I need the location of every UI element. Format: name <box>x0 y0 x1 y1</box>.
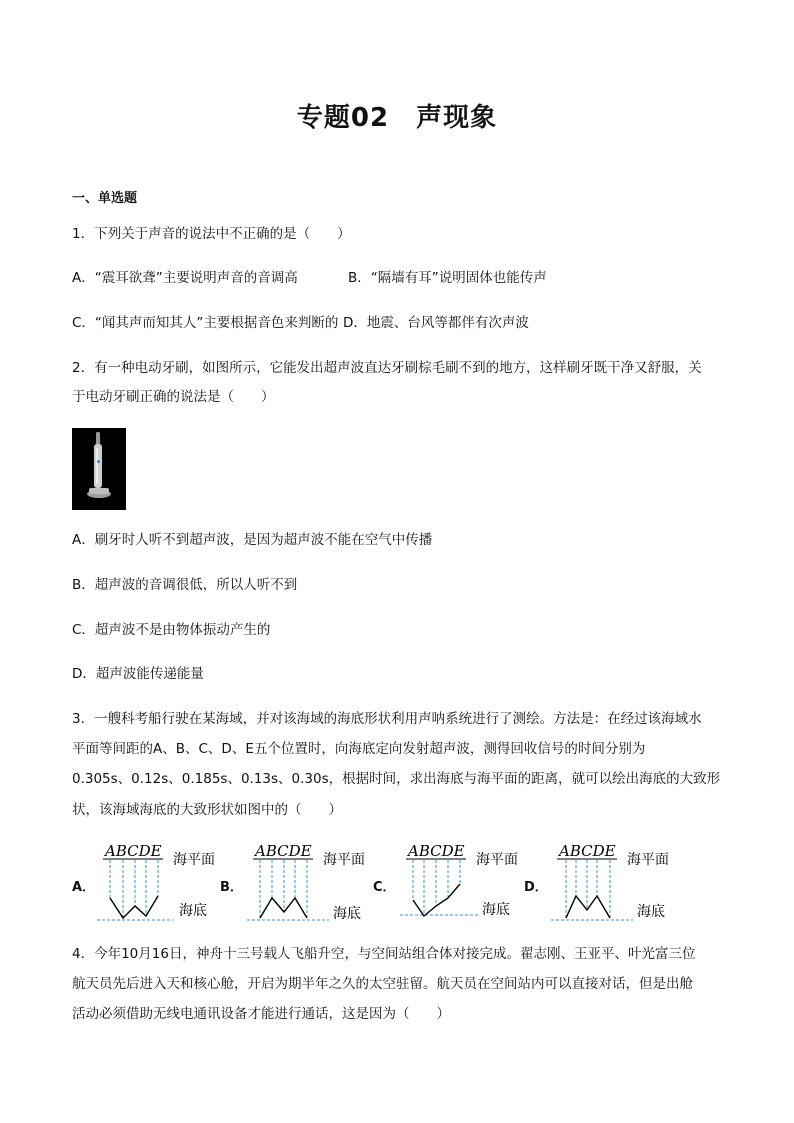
figure-b-sea-level-label: 海平面 <box>323 852 365 868</box>
question-1-stem: 1．下列关于声音的说法中不正确的是（ ） <box>72 226 351 242</box>
q1-option-b: B．“隔墙有耳”说明固体也能传声 <box>348 270 547 286</box>
question-4-line-3: 活动必须借助无线电通讯设备才能进行通话，这是因为（ ） <box>72 1006 450 1022</box>
toothbrush-photo <box>72 428 126 510</box>
q2-option-d: D．超声波能传递能量 <box>72 666 204 682</box>
seabed-figure-d <box>549 840 679 925</box>
q1-option-a: A．“震耳欲聋”主要说明声音的音调高 <box>72 270 298 286</box>
figure-c-points-label: ABCDE <box>408 842 465 860</box>
figure-d-sea-level-label: 海平面 <box>627 852 669 868</box>
question-4-line-1: 4．今年10月16日，神舟十三号载人飞船升空，与空间站组合体对接完成。翟志刚、王亚平、叶光富三位 <box>72 946 696 962</box>
question-4-line-2: 航天员先后进入天和核心舱，开启为期半年之久的太空驻留。航天员在空间站内可以直接对话，但是出舱 <box>72 976 693 992</box>
figure-a-seabed-label: 海底 <box>179 903 207 919</box>
figure-a-points-label: ABCDE <box>105 842 162 860</box>
q1-option-d: D．地震、台风等都伴有次声波 <box>343 315 529 331</box>
page-title: 专题02 声现象 <box>296 103 498 133</box>
figure-d-points-label: ABCDE <box>559 842 616 860</box>
figure-c-sea-level-label: 海平面 <box>476 852 518 868</box>
figure-option-d-label: D． <box>524 880 548 895</box>
question-2-stem-line-1: 2．有一种电动牙刷，如图所示，它能发出超声波直达牙刷棕毛刷不到的地方，这样刷牙既干净又舒服，关 <box>72 360 702 376</box>
question-3-line-2: 平面等间距的A、B、C、D、E五个位置时，向海底定向发射超声波，测得回收信号的时间分别为 <box>72 741 646 757</box>
figure-b-points-label: ABCDE <box>255 842 312 860</box>
figure-c-seabed-label: 海底 <box>482 902 510 918</box>
figure-option-c-label: C． <box>373 880 396 895</box>
question-2-stem-line-2: 于电动牙刷正确的说法是（ ） <box>72 389 275 405</box>
figure-a-sea-level-label: 海平面 <box>173 852 215 868</box>
figure-b-seabed-label: 海底 <box>333 906 361 922</box>
q2-option-a: A．刷牙时人听不到超声波，是因为超声波不能在空气中传播 <box>72 532 433 548</box>
q1-option-c: C．“闻其声而知其人”主要根据音色来判断的 <box>72 315 339 331</box>
question-3-line-4: 状，该海域海底的大致形状如图中的（ ） <box>72 802 342 818</box>
q2-option-b: B．超声波的音调很低，所以人听不到 <box>72 577 298 593</box>
question-3-line-3: 0.305s、0.12s、0.185s、0.13s、0.30s，根据时间，求出海底与海平面的距离，就可以绘出海底的大致形 <box>72 771 721 787</box>
figure-d-seabed-label: 海底 <box>637 904 665 920</box>
figure-option-a-label: A． <box>72 880 96 895</box>
seabed-figure-a <box>95 840 225 925</box>
q2-option-c: C．超声波不是由物体振动产生的 <box>72 622 271 638</box>
seabed-figure-c <box>398 840 528 925</box>
section-heading: 一、单选题 <box>72 191 138 206</box>
question-3-line-1: 3．一艘科考船行驶在某海域，并对该海域的海底形状利用声呐系统进行了测绘。方法是：在经过该海域水 <box>72 711 702 727</box>
figure-option-b-label: B． <box>220 880 243 895</box>
seabed-figure-b <box>245 840 375 925</box>
